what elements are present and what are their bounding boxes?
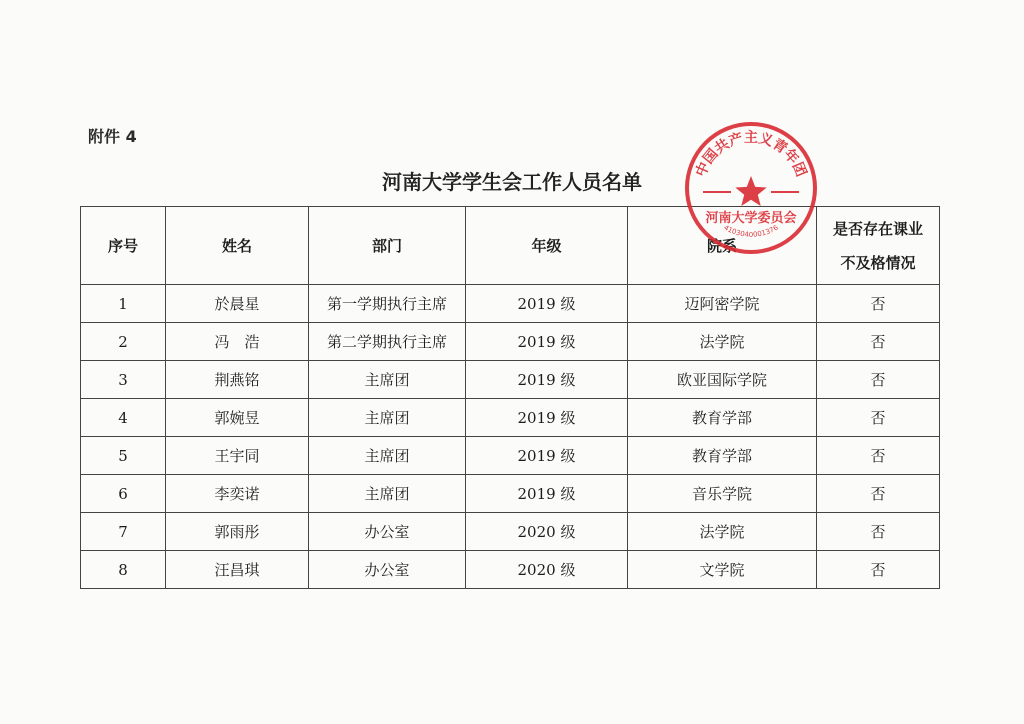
cell-serial: 5 [81, 437, 166, 475]
cell-grade: 2020 级 [466, 551, 628, 589]
cell-serial: 6 [81, 475, 166, 513]
cell-grade: 2019 级 [466, 285, 628, 323]
header-failing-status [817, 207, 940, 285]
cell-college: 教育学部 [628, 399, 817, 437]
cell-department: 主席团 [309, 399, 466, 437]
header-failing-status-line1: 是否存在课业 [832, 219, 923, 238]
seal-bottom-text: 河南大学委员会 [705, 211, 797, 226]
cell-serial: 2 [81, 323, 166, 361]
staff-roster-table [80, 206, 940, 589]
cell-grade: 2019 级 [466, 361, 628, 399]
table-row [81, 285, 940, 323]
cell-failing-status: 否 [817, 361, 940, 399]
cell-grade: 2019 级 [466, 323, 628, 361]
cell-college: 欧亚国际学院 [628, 361, 817, 399]
table-row [81, 361, 940, 399]
attachment-label: 附件 4 [88, 127, 137, 146]
cell-serial: 8 [81, 551, 166, 589]
cell-department: 第一学期执行主席 [309, 285, 466, 323]
cell-serial: 3 [81, 361, 166, 399]
header-serial: 序号 [81, 207, 166, 285]
table-row [81, 323, 940, 361]
header-grade: 年级 [466, 207, 628, 285]
cell-college: 法学院 [628, 323, 817, 361]
cell-failing-status: 否 [817, 513, 940, 551]
cell-college: 法学院 [628, 513, 817, 551]
header-name: 姓名 [166, 207, 309, 285]
cell-name: 郭雨彤 [166, 513, 309, 551]
cell-grade: 2020 级 [466, 513, 628, 551]
cell-department: 主席团 [309, 475, 466, 513]
cell-college: 文学院 [628, 551, 817, 589]
cell-failing-status: 否 [817, 323, 940, 361]
document-title: 河南大学学生会工作人员名单 [382, 170, 642, 194]
cell-serial: 7 [81, 513, 166, 551]
cell-serial: 1 [81, 285, 166, 323]
cell-name: 冯 浩 [166, 323, 309, 361]
seal-top-text: 中国共产主义青年团 [693, 130, 809, 180]
table-header-row [81, 207, 940, 285]
table-row [81, 399, 940, 437]
cell-grade: 2019 级 [466, 399, 628, 437]
header-department: 部门 [309, 207, 466, 285]
cell-name: 於晨星 [166, 285, 309, 323]
header-college: 院系 [628, 207, 817, 285]
cell-college: 教育学部 [628, 437, 817, 475]
table-row [81, 475, 940, 513]
cell-department: 办公室 [309, 513, 466, 551]
cell-department: 主席团 [309, 437, 466, 475]
cell-failing-status: 否 [817, 399, 940, 437]
table-row [81, 513, 940, 551]
cell-failing-status: 否 [817, 475, 940, 513]
table-row [81, 437, 940, 475]
cell-name: 李奕诺 [166, 475, 309, 513]
cell-college: 音乐学院 [628, 475, 817, 513]
header-failing-status-line2: 不及格情况 [840, 253, 916, 272]
cell-failing-status: 否 [817, 437, 940, 475]
cell-grade: 2019 级 [466, 475, 628, 513]
cell-name: 荆燕铭 [166, 361, 309, 399]
cell-serial: 4 [81, 399, 166, 437]
seal-number: 4103040001376 [722, 223, 780, 239]
cell-failing-status: 否 [817, 285, 940, 323]
cell-failing-status: 否 [817, 551, 940, 589]
cell-college: 迈阿密学院 [628, 285, 817, 323]
cell-name: 郭婉昱 [166, 399, 309, 437]
cell-department: 主席团 [309, 361, 466, 399]
cell-department: 第二学期执行主席 [309, 323, 466, 361]
cell-name: 汪昌琪 [166, 551, 309, 589]
cell-name: 王宇同 [166, 437, 309, 475]
table-row [81, 551, 940, 589]
cell-grade: 2019 级 [466, 437, 628, 475]
cell-department: 办公室 [309, 551, 466, 589]
